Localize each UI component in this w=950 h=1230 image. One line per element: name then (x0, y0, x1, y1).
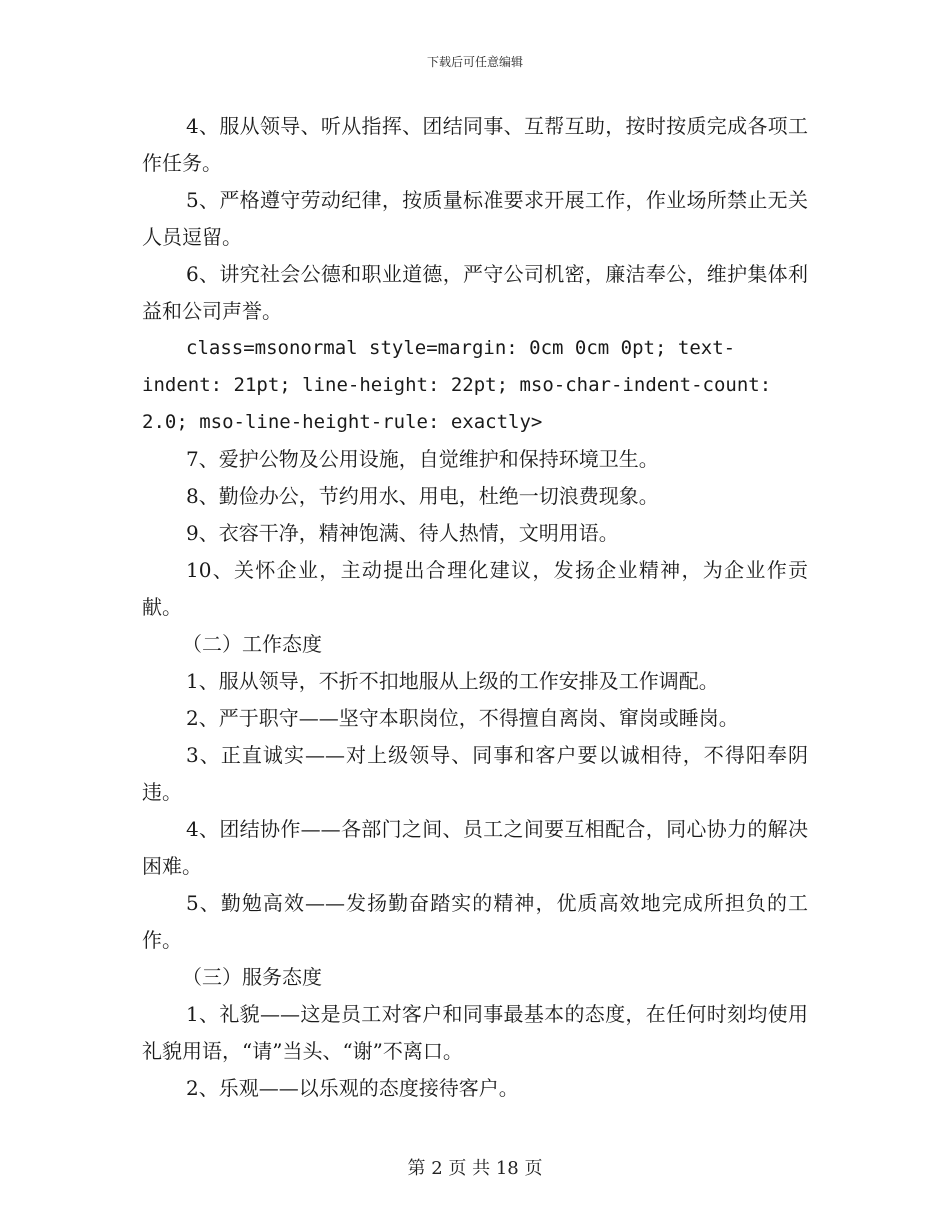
work-attitude-item-5: 5、勤勉高效——发扬勤奋踏实的精神，优质高效地完成所担负的工作。 (142, 891, 808, 952)
rule-item-9: 9、衣容干净，精神饱满、待人热情，文明用语。 (186, 521, 619, 545)
work-attitude-item-2: 2、严于职守——坚守本职岗位，不得擅自离岗、窜岗或睡岗。 (186, 706, 739, 730)
rule-item-4: 4、服从领导、听从指挥、团结同事、互帮互助，按时按质完成各项工作任务。 (142, 114, 808, 175)
stray-markup-text: class=msonormal style=margin: 0cm 0cm 0pt; text-indent: 21pt; line-height: 22pt; mso-char-indent-count: 2.0; mso-line-height-rule: exactly> (142, 337, 772, 433)
rule-item-5: 5、严格遵守劳动纪律，按质量标准要求开展工作，作业场所禁止无关人员逗留。 (142, 188, 808, 249)
page-header: 下载后可任意编辑 (426, 55, 523, 69)
rule-item-8: 8、勤俭办公，节约用水、用电，杜绝一切浪费现象。 (186, 484, 659, 508)
rule-item-10: 10、关怀企业，主动提出合理化建议，发扬企业精神，为企业作贡献。 (142, 558, 808, 619)
work-attitude-item-4: 4、团结协作——各部门之间、员工之间要互相配合，同心协力的解决困难。 (142, 817, 808, 878)
page-footer: 第 2 页 共 18 页 (407, 1158, 543, 1179)
work-attitude-item-1: 1、服从领导，不折不扣地服从上级的工作安排及工作调配。 (186, 669, 719, 693)
section-heading-work-attitude: （二）工作态度 (182, 632, 322, 656)
service-attitude-item-1: 1、礼貌——这是员工对客户和同事最基本的态度，在任何时刻均使用礼貌用语，“请”当头、“谢”不离口。 (142, 1002, 808, 1063)
document-body (142, 108, 808, 1107)
rule-item-6: 6、讲究社会公德和职业道德，严守公司机密，廉洁奉公，维护集体利益和公司声誉。 (142, 262, 808, 323)
work-attitude-item-3: 3、正直诚实——对上级领导、同事和客户要以诚相待，不得阳奉阴违。 (142, 743, 808, 804)
service-attitude-item-2: 2、乐观——以乐观的态度接待客户。 (186, 1076, 519, 1100)
rule-item-7: 7、爱护公物及公用设施，自觉维护和保持环境卫生。 (186, 447, 659, 471)
section-heading-service-attitude: （三）服务态度 (182, 965, 322, 989)
